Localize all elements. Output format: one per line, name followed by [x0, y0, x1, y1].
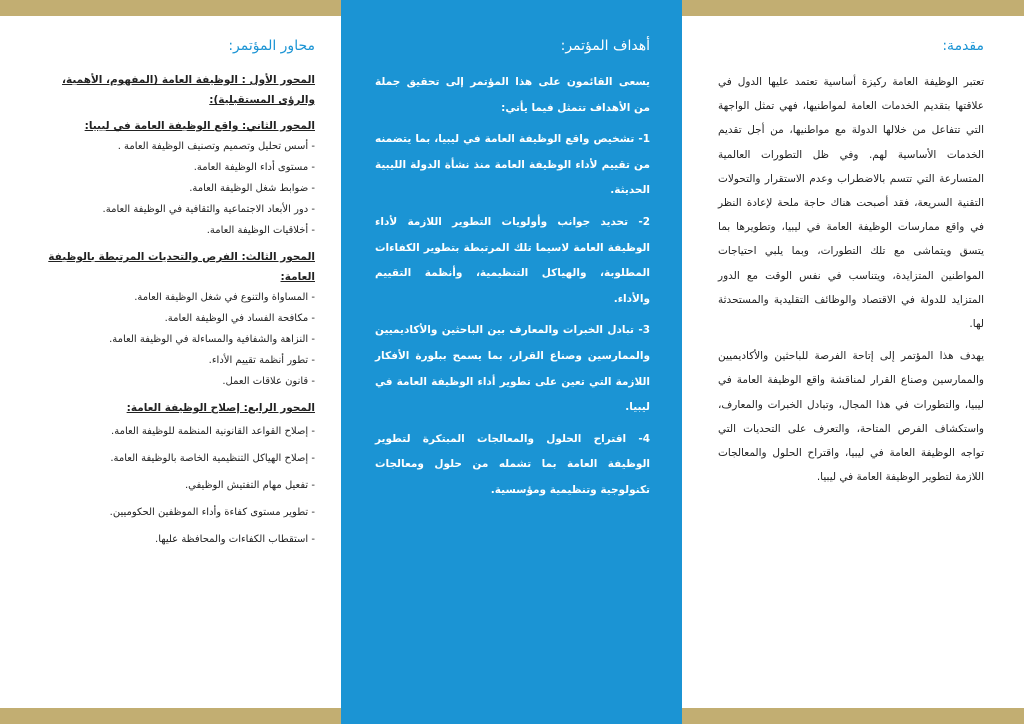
intro-panel — [682, 16, 1024, 708]
axis-4-item: - إصلاح القواعد القانونية المنظمة للوظيفة العامة. — [111, 426, 315, 437]
axes-panel — [0, 16, 341, 708]
axis-3-item: - المساواة والتنوع في شغل الوظيفة العامة. — [134, 292, 315, 303]
axis-3-item: - قانون علاقات العمل. — [222, 376, 315, 387]
intro-paragraph-1: تعتبر الوظيفة العامة ركيزة أساسية تعتمد عليها الدول في علاقتها بتقديم الخدمات العامة لمواطنيها، فهي تمثل الواجهة التي تتفاعل من خلالها الدولة مع مواطنيها، من أجل تقديم الخدمات الأساسية لهم. وفي ظل التطورات العالمية المتسارعة التي تتسم بالاضطراب وعدم الاستقرار والتحولات التقنية السريعة، فقد أصبحت هناك حاجة ملحة لإعادة النظر في واقع ممارسات الوظيفة العامة في ليبيا، وتطويرها بما يتسق ويتماشى مع تلك التطورات، وبما يلبي احتياجات المواطنين المتزايدة، ويتناسب في نفس الوقت مع الدور المتزايد للدولة في الاقتصاد والوظائف التقليدية والمستحدثة لها. — [718, 76, 984, 331]
axis-3-item: - النزاهة والشفافية والمساءلة في الوظيفة العامة. — [109, 334, 315, 345]
axis-3-item: - تطور أنظمة تقييم الأداء. — [208, 355, 315, 366]
axis-3-item: - مكافحة الفساد في الوظيفة العامة. — [164, 313, 315, 324]
goal-item-4: 4- اقتراح الحلول والمعالجات المبتكرة لتطوير الوظيفة العامة بما تشمله من حلول ومعالجات تكنولوجية وتنظيمية ومؤسسية. — [375, 432, 650, 496]
axis-2-item: - أخلاقيات الوظيفة العامة. — [206, 225, 315, 236]
axis-4-item: - استقطاب الكفاءات والمحافظة عليها. — [155, 534, 315, 545]
axis-1-title: المحور الأول : الوظيفة العامة (المفهوم، الأهمية، والرؤى المستقبلية): — [62, 74, 315, 106]
axis-4-title: المحور الرابع: إصلاح الوظيفة العامة: — [126, 402, 315, 414]
axis-4-item: - تفعيل مهام التفتيش الوظيفي. — [184, 480, 315, 491]
goal-item-2: 2- تحديد جوانب وأولويات التطوير اللازمة لأداء الوظيفة العامة لاسيما تلك المرتبطة بتطوير الكفاءات المطلوبة، والهياكل التنظيمية، وأنظمة التقييم والأداء. — [375, 215, 650, 305]
axis-2-item: - دور الأبعاد الاجتماعية والثقافية في الوظيفة العامة. — [102, 204, 315, 215]
goals-heading: أهداف المؤتمر: — [560, 38, 650, 54]
blue-column-top-edge — [341, 0, 682, 16]
axes-heading: محاور المؤتمر: — [228, 38, 315, 54]
axis-2-item: - أسس تحليل وتصميم وتصنيف الوظيفة العامة . — [117, 141, 315, 152]
blue-column-bottom-edge — [341, 708, 682, 724]
intro-paragraph-2: يهدف هذا المؤتمر إلى إتاحة الفرصة للباحثين والأكاديميين والممارسين وصناع القرار لمناقشة واقع الوظيفة العامة في ليبيا، والتطورات في هذا المجال، وتبادل الخبرات والمعارف، واستكشاف الفرص المتاحة، والتعرف على التحديات التي تواجه الوظيفة العامة في ليبيا، واقتراح الحلول والمعالجات اللازمة لتطوير الوظيفة العامة في ليبيا. — [718, 350, 984, 484]
axis-2-item: - ضوابط شغل الوظيفة العامة. — [189, 183, 315, 194]
goals-intro: يسعى القائمون على هذا المؤتمر إلى تحقيق جملة من الأهداف تتمثل فيما يأتي: — [375, 76, 650, 114]
axis-4-item: - تطوير مستوى كفاءة وأداء الموظفين الحكوميين. — [109, 507, 315, 518]
goals-panel — [341, 16, 682, 708]
goal-item-1: 1- تشخيص واقع الوظيفة العامة في ليبيا، بما يتضمنه من تقييم لأداء الوظيفة العامة منذ نشأة الدولة الليبية الحديثة. — [375, 133, 650, 197]
axis-4-item: - إصلاح الهياكل التنظيمية الخاصة بالوظيفة العامة. — [110, 453, 315, 464]
intro-heading: مقدمة: — [942, 38, 984, 54]
axis-3-title: المحور الثالث: الفرص والتحديات المرتبطة بالوظيفة العامة: — [48, 251, 315, 283]
goal-item-3: 3- تبادل الخبرات والمعارف بين الباحثين والأكاديميين والممارسين وصناع القرار، بما يسمح ببلورة الأفكار اللازمة التي تعين على تطوير أداء الوظيفة العامة في ليبيا. — [375, 324, 650, 414]
axis-2-item: - مستوى أداء الوظيفة العامة. — [193, 162, 315, 173]
axis-2-title: المحور الثاني: واقع الوظيفة العامة في ليبيا: — [84, 120, 315, 132]
